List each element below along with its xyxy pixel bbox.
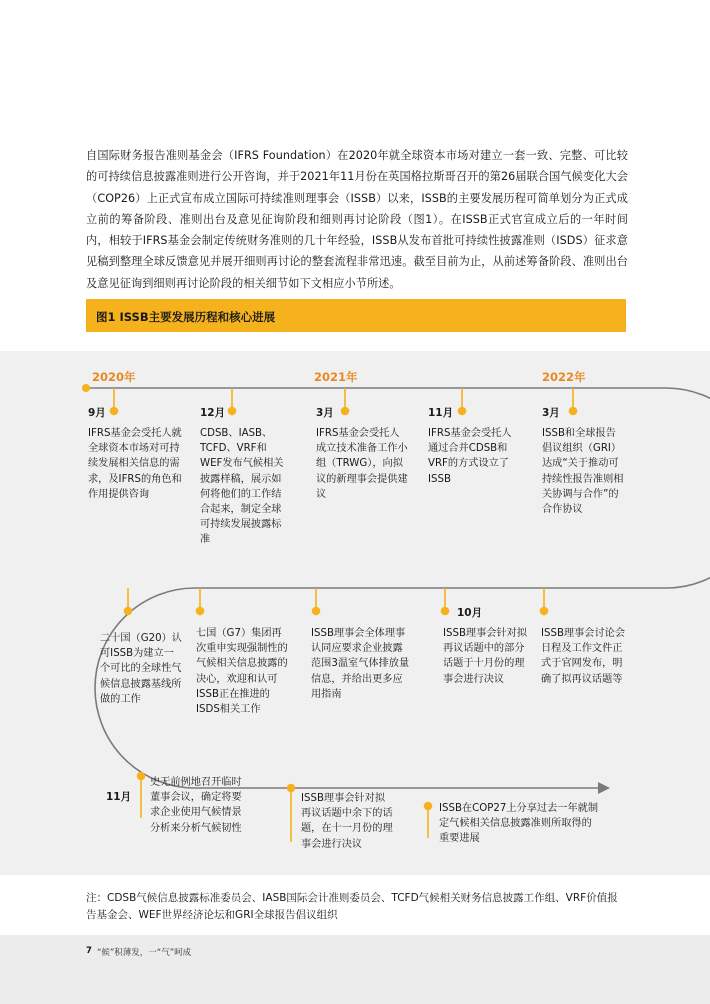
event-text: ISSB理事会针对拟再议话题中的部分话题于十月份的理事会进行决议 bbox=[443, 628, 528, 685]
year-label-2021: 2021年 bbox=[314, 370, 358, 384]
event-text: 史无前例地召开临时董事会议，确定将要求企业使用气候情景分析来分析气候韧性 bbox=[150, 777, 242, 834]
event-month: 3月 bbox=[316, 407, 334, 419]
event-month: 11月 bbox=[106, 791, 132, 803]
event-text: IFRS基金会受托人通过合并CDSB和VRF的方式设立了ISSB bbox=[428, 428, 512, 485]
event-text: ISSB在COP27上分享过去一年就制定气候相关信息披露准则所取得的重要进展 bbox=[439, 803, 599, 845]
year-label-2022: 2022年 bbox=[542, 370, 586, 384]
event-month: 3月 bbox=[542, 407, 560, 419]
year-label-2020: 2020年 bbox=[92, 370, 136, 384]
event-month: 9月 bbox=[88, 407, 106, 419]
figure-title: 图1 ISSB主要发展历程和核心进展 bbox=[96, 310, 276, 324]
event-text: CDSB、IASB、TCFD、VRF和WEF发布气候相关披露样稿，展示如何将他们的工作结合起来，制定全球可持续发展披露标准 bbox=[200, 428, 284, 546]
timeline-end-arrow bbox=[598, 782, 610, 794]
row1-markers bbox=[111, 388, 577, 415]
page-number: 7 bbox=[86, 946, 92, 956]
timeline-start-dot bbox=[82, 384, 90, 392]
event-month: 11月 bbox=[428, 407, 454, 419]
event-text: ISSB理事会讨论会日程及工作文件正式于官网发布，明确了拟再议话题等 bbox=[541, 628, 626, 685]
event-text: ISSB和全球报告倡议组织（GRI）达成“关于推动可持续性报告准则相关协调与合作”的合作协议 bbox=[542, 428, 624, 516]
event-text: IFRS基金会受托人就全球资本市场对可持续发展相关信息的需求，及IFRS的角色和作用提供咨询 bbox=[88, 428, 182, 500]
footer-subtitle: “候”积薄发，一“气”呵成 bbox=[97, 948, 192, 958]
event-text: 七国（G7）集团再次重申实现强制性的气候相关信息披露的决心，欢迎和认可ISSB正在推进的ISDS相关工作 bbox=[196, 628, 288, 716]
row2-markers bbox=[125, 588, 548, 615]
event-month: 10月 bbox=[457, 607, 483, 619]
intro-paragraph: 自国际财务报告准则基金会（IFRS Foundation）在2020年就全球资本市场对建立一套一致、完整、可比较的可持续信息披露准则进行公开咨询，并于2021年11月份在英国格拉斯哥召开的第26届联合国气候变化大会（COP26）上正式宣布成立国际可持续准则理事会（ISSB）以来，ISSB的主要发展历程可简单划分为正式成立前的筹备阶段、准则出台及意见征询阶段和细则再讨论阶段（图1）。在ISSB正式官宣成立后的一年时间内，相较于IFRS基金会制定传统财务准则的几十年经验，ISSB从发布首批可持续性披露准则（ISDS）征求意见稿到整理全球反馈意见并展开细则再讨论的整套流程非常迅速。截至目前为止，从前述筹备阶段、准则出台及意见征询到细则再讨论阶段的相关细节如下文相应小节所述。 bbox=[86, 149, 628, 290]
event-text: ISSB理事会全体理事认同应要求企业披露范围3温室气体排放量信息，并给出更多应用指南 bbox=[311, 628, 410, 700]
event-month: 12月 bbox=[200, 407, 226, 419]
footnote: 注：CDSB气候信息披露标准委员会、IASB国际会计准则委员会、TCFD气候相关财务信息披露工作组、VRF价值报告基金会、WEF世界经济论坛和GRI全球报告倡议组织 bbox=[86, 892, 618, 921]
event-text: ISSB理事会针对拟再议话题中余下的话题，在十一月份的理事会进行决议 bbox=[301, 793, 393, 850]
event-text: IFRS基金会受托人成立技术准备工作小组（TRWG），向拟议的新理事会提供建议 bbox=[316, 428, 408, 500]
event-text: 二十国（G20）认可ISSB为建立一个可比的全球性气候信息披露基线所做的工作 bbox=[100, 633, 182, 705]
